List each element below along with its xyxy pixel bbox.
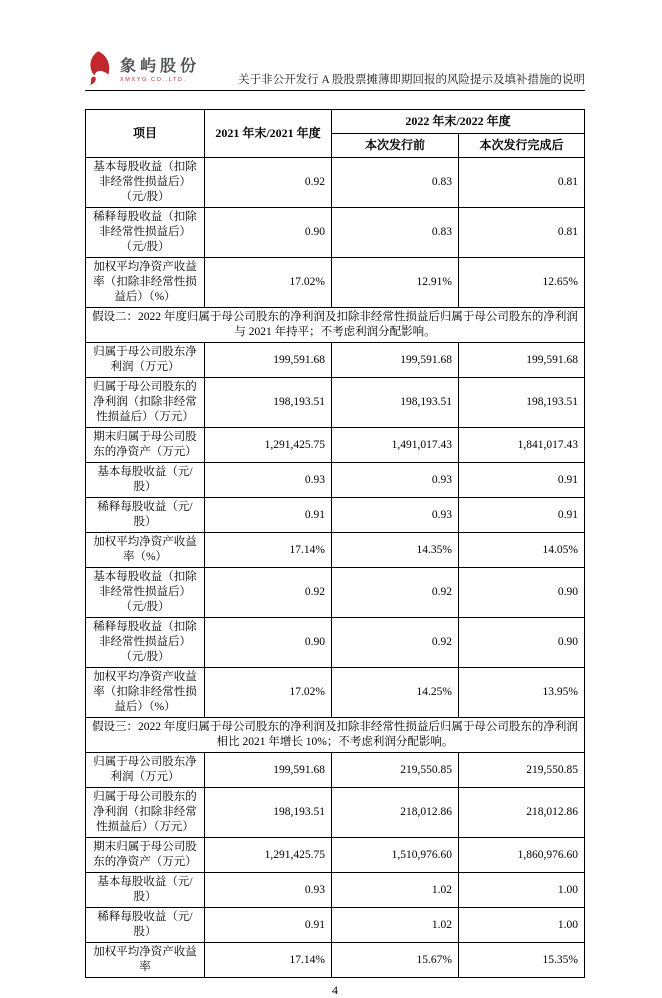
- value-post-issuance: 199,591.68: [459, 343, 585, 378]
- table-row: [86, 668, 585, 718]
- value-2021: 198,193.51: [205, 378, 332, 428]
- value-pre-issuance: 218,012.86: [332, 788, 459, 838]
- value-post-issuance: 1,841,017.43: [459, 428, 585, 463]
- table-header: [86, 110, 585, 158]
- col-header-2022-group: 2022 年末/2022 年度: [332, 110, 585, 134]
- value-post-issuance: 0.90: [459, 568, 585, 618]
- value-2021: 1,291,425.75: [205, 838, 332, 873]
- table-row: [86, 533, 585, 568]
- assumption-text: 假设三：2022 年度归属于母公司股东的净利润及扣除非经常性损益后归属于母公司股东的净利润相比 2021 年增长 10%；不考虑利润分配影响。: [86, 718, 585, 753]
- value-pre-issuance: 1.02: [332, 908, 459, 943]
- value-post-issuance: 0.91: [459, 463, 585, 498]
- row-label: 稀释每股收益（元/股）: [86, 498, 205, 533]
- value-2021: 199,591.68: [205, 753, 332, 788]
- row-label: 基本每股收益（扣除非经常性损益后）（元/股）: [86, 568, 205, 618]
- value-post-issuance: 0.90: [459, 618, 585, 668]
- value-post-issuance: 14.05%: [459, 533, 585, 568]
- value-pre-issuance: 0.83: [332, 208, 459, 258]
- value-pre-issuance: 0.93: [332, 463, 459, 498]
- value-post-issuance: 1,860,976.60: [459, 838, 585, 873]
- table-row: [86, 258, 585, 308]
- row-label: 加权平均净资产收益率（%）: [86, 533, 205, 568]
- row-label: 期末归属于母公司股东的净资产（万元）: [86, 838, 205, 873]
- company-logo-text: [120, 50, 200, 84]
- document-title: 关于非公开发行 A 股股票摊薄即期回报的风险提示及填补措施的说明: [238, 74, 585, 86]
- value-post-issuance: 1.00: [459, 908, 585, 943]
- value-post-issuance: 12.65%: [459, 258, 585, 308]
- col-header-item: 项目: [86, 110, 205, 158]
- table-row: [86, 498, 585, 533]
- row-label: 归属于母公司股东的净利润（扣除非经常性损益后）（万元）: [86, 788, 205, 838]
- table-header-row-1: [86, 110, 585, 134]
- company-logo: [85, 50, 200, 88]
- financial-comparison-table: [85, 109, 585, 978]
- assumption-section-row: [86, 308, 585, 343]
- company-name-cn: 象屿股份: [120, 58, 201, 75]
- value-pre-issuance: 12.91%: [332, 258, 459, 308]
- row-label: 基本每股收益（元/股）: [86, 873, 205, 908]
- value-post-issuance: 218,012.86: [459, 788, 585, 838]
- row-label: 基本每股收益（元/股）: [86, 463, 205, 498]
- value-2021: 198,193.51: [205, 788, 332, 838]
- row-label: 归属于母公司股东的净利润（扣除非经常性损益后）（万元）: [86, 378, 205, 428]
- value-pre-issuance: 15.67%: [332, 943, 459, 978]
- assumption-section-row: [86, 718, 585, 753]
- logo-flame-icon: [85, 50, 115, 88]
- value-post-issuance: 1.00: [459, 873, 585, 908]
- value-2021: 0.92: [205, 568, 332, 618]
- table-row: [86, 618, 585, 668]
- value-pre-issuance: 199,591.68: [332, 343, 459, 378]
- table-row: [86, 943, 585, 978]
- row-label: 稀释每股收益（元/股）: [86, 908, 205, 943]
- value-2021: 199,591.68: [205, 343, 332, 378]
- value-post-issuance: 0.91: [459, 498, 585, 533]
- value-2021: 17.14%: [205, 943, 332, 978]
- value-post-issuance: 13.95%: [459, 668, 585, 718]
- value-pre-issuance: 0.83: [332, 158, 459, 208]
- row-label: 稀释每股收益（扣除非经常性损益后）（元/股）: [86, 618, 205, 668]
- value-2021: 1,291,425.75: [205, 428, 332, 463]
- value-post-issuance: 15.35%: [459, 943, 585, 978]
- row-label: 加权平均净资产收益率（扣除非经常性损益后）（%）: [86, 258, 205, 308]
- company-name-en: XMXYG CO.,LTD.: [120, 77, 187, 83]
- value-2021: 0.93: [205, 873, 332, 908]
- value-pre-issuance: 1,491,017.43: [332, 428, 459, 463]
- value-pre-issuance: 14.25%: [332, 668, 459, 718]
- col-header-post-issuance: 本次发行完成后: [459, 134, 585, 158]
- row-label: 期末归属于母公司股东的净资产（万元）: [86, 428, 205, 463]
- row-label: 归属于母公司股东净利润（万元）: [86, 753, 205, 788]
- table-row: [86, 428, 585, 463]
- table-row: [86, 378, 585, 428]
- value-post-issuance: 0.81: [459, 158, 585, 208]
- table-row: [86, 208, 585, 258]
- assumption-text: 假设二：2022 年度归属于母公司股东的净利润及扣除非经常性损益后归属于母公司股东的净利润与 2021 年持平；不考虑利润分配影响。: [86, 308, 585, 343]
- value-2021: 17.02%: [205, 668, 332, 718]
- page-header: [85, 44, 585, 91]
- value-2021: 0.92: [205, 158, 332, 208]
- col-header-2021: 2021 年末/2021 年度: [205, 110, 332, 158]
- table-row: [86, 753, 585, 788]
- value-2021: 0.91: [205, 498, 332, 533]
- row-label: 稀释每股收益（扣除非经常性损益后）（元/股）: [86, 208, 205, 258]
- value-pre-issuance: 0.92: [332, 568, 459, 618]
- value-pre-issuance: 0.93: [332, 498, 459, 533]
- value-post-issuance: 219,550.85: [459, 753, 585, 788]
- table-row: [86, 838, 585, 873]
- value-2021: 0.93: [205, 463, 332, 498]
- row-label: 归属于母公司股东净利润（万元）: [86, 343, 205, 378]
- col-header-pre-issuance: 本次发行前: [332, 134, 459, 158]
- table-row: [86, 463, 585, 498]
- value-pre-issuance: 198,193.51: [332, 378, 459, 428]
- value-2021: 17.14%: [205, 533, 332, 568]
- value-pre-issuance: 1.02: [332, 873, 459, 908]
- table-row: [86, 908, 585, 943]
- value-2021: 0.90: [205, 618, 332, 668]
- table-row: [86, 788, 585, 838]
- page-number: 4: [332, 983, 338, 997]
- table-row: [86, 158, 585, 208]
- value-pre-issuance: 1,510,976.60: [332, 838, 459, 873]
- row-label: 基本每股收益（扣除非经常性损益后）（元/股）: [86, 158, 205, 208]
- value-pre-issuance: 14.35%: [332, 533, 459, 568]
- value-2021: 17.02%: [205, 258, 332, 308]
- value-pre-issuance: 219,550.85: [332, 753, 459, 788]
- row-label: 加权平均净资产收益率（扣除非经常性损益后）（%）: [86, 668, 205, 718]
- value-post-issuance: 0.81: [459, 208, 585, 258]
- value-2021: 0.90: [205, 208, 332, 258]
- table-body: [86, 158, 585, 978]
- table-row: [86, 343, 585, 378]
- value-2021: 0.91: [205, 908, 332, 943]
- table-row: [86, 568, 585, 618]
- value-post-issuance: 198,193.51: [459, 378, 585, 428]
- value-pre-issuance: 0.92: [332, 618, 459, 668]
- row-label: 加权平均净资产收益率: [86, 943, 205, 978]
- table-row: [86, 873, 585, 908]
